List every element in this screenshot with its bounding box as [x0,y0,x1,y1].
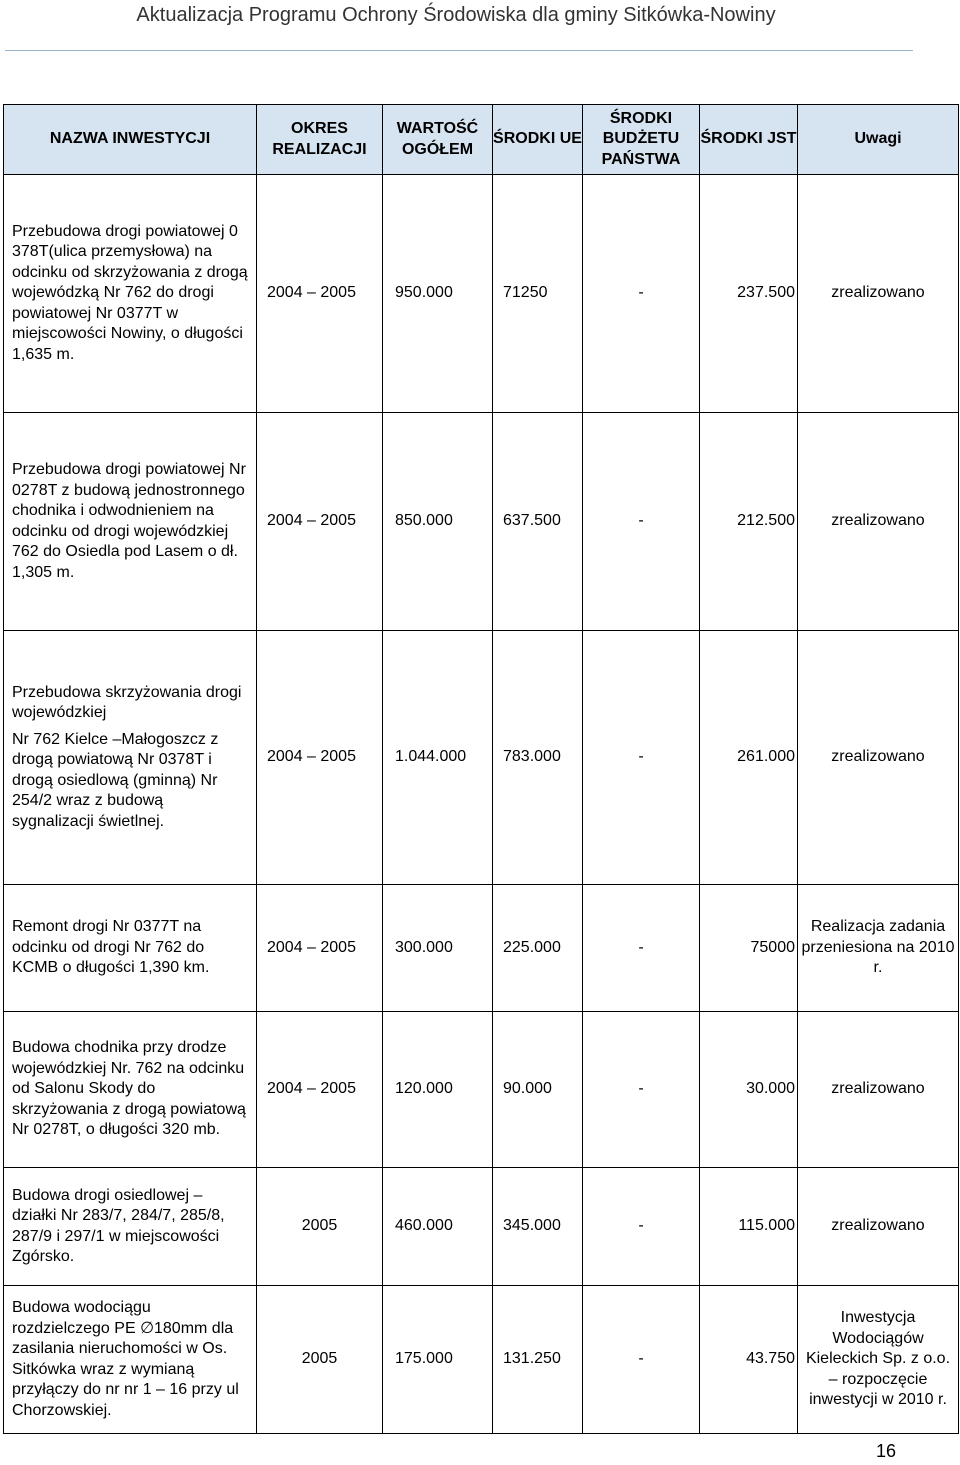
investment-name-block [12,683,248,833]
okres-realizacji: 2005 [257,1168,383,1286]
uwagi: Inwestycja Wodociągów Kieleckich Sp. z o.o. – rozpoczęcie inwestycji w 2010 r. [798,1286,959,1434]
investment-name: Przebudowa drogi powiatowej 0 378T(ulica przemysłowa) na odcinku od skrzyżowania z drogą wojewódzką Nr 762 do drogi powiatowej Nr 0377T w miejscowości Nowiny, o długości 1,635 m. [4,175,257,413]
srodki-budzetu: - [583,885,700,1012]
column-header-jst: ŚRODKI JST [700,105,798,175]
column-header-okres: OKRES REALIZACJI [257,105,383,175]
header-divider [5,50,913,51]
table-row [4,1012,959,1168]
srodki-budzetu: - [583,631,700,885]
column-header-budzet: ŚRODKI BUDŻETU PAŃSTWA [583,105,700,175]
document-title: Aktualizacja Programu Ochrony Środowiska dla gminy Sitkówka-Nowiny [136,4,776,26]
wartosc-ogolem: 120.000 [383,1012,493,1168]
uwagi: zrealizowano [798,1012,959,1168]
srodki-jst: 237.500 [700,175,798,413]
investment-name: Budowa chodnika przy drodze wojewódzkiej Nr. 762 na odcinku od Salonu Skody do skrzyżowania z drogą powiatową Nr 0278T, o długości 320 mb. [4,1012,257,1168]
srodki-jst: 75000 [700,885,798,1012]
srodki-budzetu: - [583,1168,700,1286]
column-header-wartosc: WARTOŚĆ OGÓŁEM [383,105,493,175]
srodki-jst: 115.000 [700,1168,798,1286]
srodki-ue: 783.000 [493,631,583,885]
page-number: 16 [875,1441,897,1461]
srodki-ue: 90.000 [493,1012,583,1168]
wartosc-ogolem: 950.000 [383,175,493,413]
srodki-ue: 637.500 [493,413,583,631]
column-header-uwagi: Uwagi [798,105,959,175]
okres-realizacji: 2005 [257,1286,383,1434]
wartosc-ogolem: 1.044.000 [383,631,493,885]
column-header-name: NAZWA INWESTYCJI [4,105,257,175]
page-header [0,0,960,52]
okres-realizacji: 2004 – 2005 [257,175,383,413]
srodki-budzetu: - [583,1012,700,1168]
investment-name [4,631,257,885]
investment-name: Przebudowa drogi powiatowej Nr 0278T z budową jednostronnego chodnika i odwodnieniem na odcinku od drogi wojewódzkiej 762 do Osiedla pod Lasem o dł. 1,305 m. [4,413,257,631]
srodki-jst: 43.750 [700,1286,798,1434]
table-row [4,1168,959,1286]
srodki-budzetu: - [583,1286,700,1434]
uwagi: zrealizowano [798,175,959,413]
srodki-ue: 71250 [493,175,583,413]
srodki-ue: 225.000 [493,885,583,1012]
uwagi: zrealizowano [798,413,959,631]
wartosc-ogolem: 300.000 [383,885,493,1012]
column-header-ue: ŚRODKI UE [493,105,583,175]
srodki-ue: 131.250 [493,1286,583,1434]
okres-realizacji: 2004 – 2005 [257,631,383,885]
srodki-jst: 30.000 [700,1012,798,1168]
investment-name-line: Nr 762 Kielce –Małogoszcz z drogą powiatową Nr 0378T i drogą osiedlową (gminną) Nr 254/2 wraz z budową sygnalizacji świetlnej. [12,730,219,830]
srodki-budzetu: - [583,413,700,631]
okres-realizacji: 2004 – 2005 [257,885,383,1012]
investment-name-line: Przebudowa skrzyżowania drogi wojewódzkiej [12,683,242,722]
uwagi: Realizacja zadania przeniesiona na 2010 r. [798,885,959,1012]
wartosc-ogolem: 175.000 [383,1286,493,1434]
uwagi: zrealizowano [798,631,959,885]
investments-table [3,104,959,1434]
investment-name: Budowa wodociągu rozdzielczego PE ∅180mm dla zasilania nieruchomości w Os. Sitkówka wraz z wymianą przyłączy do nr nr 1 – 16 przy ul Chorzowskiej. [4,1286,257,1434]
wartosc-ogolem: 850.000 [383,413,493,631]
srodki-jst: 212.500 [700,413,798,631]
wartosc-ogolem: 460.000 [383,1168,493,1286]
table-row [4,175,959,413]
table-row [4,885,959,1012]
srodki-budzetu: - [583,175,700,413]
srodki-jst: 261.000 [700,631,798,885]
investment-name: Remont drogi Nr 0377T na odcinku od drogi Nr 762 do KCMB o długości 1,390 km. [4,885,257,1012]
srodki-ue: 345.000 [493,1168,583,1286]
okres-realizacji: 2004 – 2005 [257,1012,383,1168]
investment-name: Budowa drogi osiedlowej – działki Nr 283/7, 284/7, 285/8, 287/9 i 297/1 w miejscowości Zgórsko. [4,1168,257,1286]
table-header-row [4,105,959,175]
table-row [4,1286,959,1434]
okres-realizacji: 2004 – 2005 [257,413,383,631]
uwagi: zrealizowano [798,1168,959,1286]
table-row [4,413,959,631]
table-row [4,631,959,885]
